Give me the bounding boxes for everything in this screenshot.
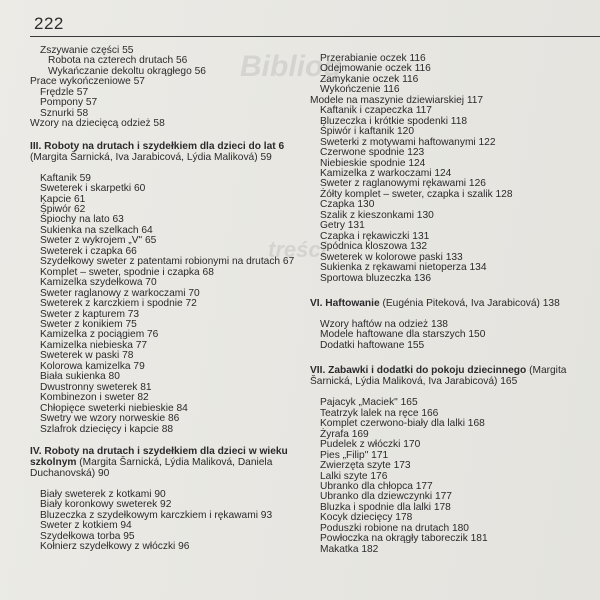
toc-entry: Kaftanik 59	[40, 172, 91, 184]
toc-entry: Szydełkowy sweter z patentami robionymi na drutach 67	[40, 256, 295, 268]
toc-entry: Szalik z kieszonkami 130	[320, 209, 434, 221]
toc-entry: Prace wykończeniowe 57	[30, 76, 145, 88]
toc-entry: Sznurki 58	[40, 107, 89, 119]
toc-entry: Wzory na dziecięcą odzież 58	[30, 118, 165, 130]
section-6-title: VI. Haftowanie	[310, 297, 380, 309]
section-3-heading	[30, 141, 312, 163]
toc-entry: Lalki szyte 176	[320, 470, 388, 482]
section-3-title: III. Roboty na drutach i szydełkiem dla dzieci do lat 6	[30, 140, 285, 152]
section-7-authors: (Margita Šarnická, Lýdia Maliková, Iva Jarabicová) 165	[310, 365, 567, 388]
toc-entry: Pompony 57	[40, 97, 98, 109]
toc-entry: Ubranko dla dziewczynki 177	[320, 491, 452, 503]
toc-entry: Dodatki haftowane 155	[320, 339, 425, 351]
section-7-title: VII. Zabawki i dodatki do pokoju dziecinnego	[310, 365, 527, 377]
toc-entry: Sweterki z motywami haftowanymi 122	[320, 136, 496, 148]
toc-entry: Sweterek z karczkiem i spodnie 72	[40, 298, 197, 310]
toc-entry: Kamizelka z pociągiem 76	[40, 329, 159, 341]
toc-entry: Getry 131	[320, 220, 365, 232]
section-3-authors: (Margita Šarnická, Iva Jarabicová, Lýdia Maliková) 59	[30, 151, 272, 163]
toc-entry: Frędzle 57	[40, 86, 89, 98]
section-6-entries	[310, 320, 600, 351]
section-7-heading	[310, 365, 600, 387]
show-through-text-top: Bibliog	[240, 50, 342, 83]
toc-entry: Dwustronny sweterek 81	[40, 381, 152, 393]
toc-entry: Zwierzęta szyte 173	[320, 460, 411, 472]
section-4-authors: (Margita Šarnická, Lýdia Maliková, Daniela Duchanovská) 90	[30, 456, 273, 479]
page-number: 222	[34, 14, 64, 33]
toc-entry: Sweterek i czapka 66	[40, 245, 137, 257]
toc-entry: Robota na czterech drutach 56	[48, 55, 188, 67]
left-column	[30, 46, 312, 553]
toc-entry: Sweterek w kolorowe paski 133	[320, 251, 463, 263]
toc-entry: Wykańczanie dekoltu okrągłego 56	[48, 65, 206, 77]
toc-entry: Wykończenie 116	[320, 84, 400, 96]
toc-entry: Zszywanie części 55	[40, 45, 134, 56]
toc-entry: Sukienka z rękawami nietoperza 134	[320, 262, 487, 274]
toc-entry: Kombinezon i sweter 82	[40, 392, 149, 404]
toc-entry: Kamizelka z warkoczami 124	[320, 167, 452, 179]
toc-entry: Komplet czerwono-biały dla lalki 168	[320, 418, 485, 430]
toc-entry: Ubranko dla chłopca 177	[320, 480, 433, 492]
toc-entry: Szlafrok dziecięcy i kapcie 88	[40, 423, 174, 435]
toc-entry: Kołnierz szydełkowy z włóczki 96	[40, 541, 190, 553]
toc-entry: Śpiwór i kaftanik 120	[320, 126, 415, 138]
toc-entry: Bluzeczka i krótkie spodenki 118	[320, 115, 468, 127]
toc-entry: Czapka 130	[320, 199, 375, 211]
toc-entry: Niebieskie spodnie 124	[320, 157, 426, 169]
right-top-entries	[310, 54, 600, 284]
toc-entry: Sweterek w paski 78	[40, 350, 134, 362]
toc-entry: Bluzka i spodnie dla lalki 178	[320, 501, 451, 513]
section-4-heading	[30, 446, 312, 479]
toc-entry: Biały koronkowy sweterek 92	[40, 499, 172, 511]
toc-entry: Sweter z konikiem 75	[40, 318, 137, 330]
toc-entry: Przerabianie oczek 116	[320, 53, 426, 64]
toc-entry: Pies „Filip" 171	[320, 449, 389, 461]
toc-entry: Kamizelka szydełkowa 70	[40, 277, 157, 289]
toc-entry: Modele haftowane dla starszych 150	[320, 329, 486, 341]
toc-entry: Powłoczka na okrągły taboreczik 181	[320, 533, 488, 545]
toc-entry: Komplet – sweter, spodnie i czapka 68	[40, 266, 214, 278]
toc-entry: Żyrafa 169	[320, 428, 369, 440]
toc-entry: Pudelek z włóczki 170	[320, 439, 421, 451]
toc-entry: Modele na maszynie dziewiarskiej 117	[310, 94, 484, 106]
section-7-entries	[310, 398, 600, 555]
toc-entry: Wzory haftów na odzież 138	[320, 318, 448, 330]
toc-entry: Chłopięce sweterki niebieskie 84	[40, 402, 188, 414]
toc-entry: Makatka 182	[320, 543, 379, 555]
section-4-title: IV. Roboty na drutach i szydełkiem dla dzieci w wieku szkolnym	[30, 445, 288, 468]
toc-entry: Poduszki robione na drutach 180	[320, 522, 469, 534]
toc-entry: Sweter raglanowy z warkoczami 70	[40, 287, 200, 299]
toc-entry: Kaftanik i czapeczka 117	[320, 105, 432, 117]
toc-entry: Śpiwór 62	[40, 203, 86, 215]
header-rule	[30, 36, 600, 37]
toc-entry: Kocyk dziecięcy 178	[320, 512, 413, 524]
toc-entry: Sweter z kapturem 73	[40, 308, 140, 320]
section-6-authors: (Eugénia Piteková, Iva Jarabicová) 138	[382, 297, 560, 309]
toc-entry: Sweter z wykrojem „V" 65	[40, 235, 157, 247]
toc-entry: Sweterek i skarpetki 60	[40, 183, 146, 195]
toc-entry: Sukienka na szelkach 64	[40, 224, 153, 236]
toc-entry: Bluzeczka z szydełkowym karczkiem i rękawami 93	[40, 509, 273, 521]
toc-entry: Szydełkowa torba 95	[40, 530, 135, 542]
section-4-entries	[30, 490, 312, 553]
left-top-entries	[30, 46, 312, 130]
section-6-heading	[310, 298, 600, 309]
toc-entry: Zamykanie oczek 116	[320, 73, 419, 85]
section-3-entries	[30, 174, 312, 435]
show-through-text-middle: treści	[268, 237, 327, 262]
toc-entry: Kapcie 61	[40, 193, 86, 205]
toc-entry: Odejmowanie oczek 116	[320, 63, 431, 75]
toc-entry: Sportowa bluzeczka 136	[320, 272, 431, 284]
toc-entry: Sweter z raglanowymi rękawami 126	[320, 178, 486, 190]
toc-entry: Biały sweterek z kotkami 90	[40, 488, 166, 500]
right-column	[310, 54, 600, 555]
toc-entry: Swetry we wzory norweskie 86	[40, 413, 180, 425]
toc-entry: Kamizelka niebieska 77	[40, 339, 148, 351]
toc-entry: Spódnica kloszowa 132	[320, 241, 428, 253]
toc-entry: Sweter z kotkiem 94	[40, 520, 132, 532]
toc-entry: Kolorowa kamizelka 79	[40, 360, 145, 372]
toc-entry: Biała sukienka 80	[40, 371, 120, 383]
toc-entry: Teatrzyk lalek na ręce 166	[320, 407, 439, 419]
toc-entry: Czapka i rękawiczki 131	[320, 230, 430, 242]
toc-entry: Żółty komplet – sweter, czapka i szalik 128	[320, 188, 513, 200]
toc-entry: Czerwone spodnie 123	[320, 147, 425, 159]
toc-entry: Pajacyk „Maciek" 165	[320, 397, 418, 409]
toc-entry: Śpiochy na lato 63	[40, 214, 124, 226]
